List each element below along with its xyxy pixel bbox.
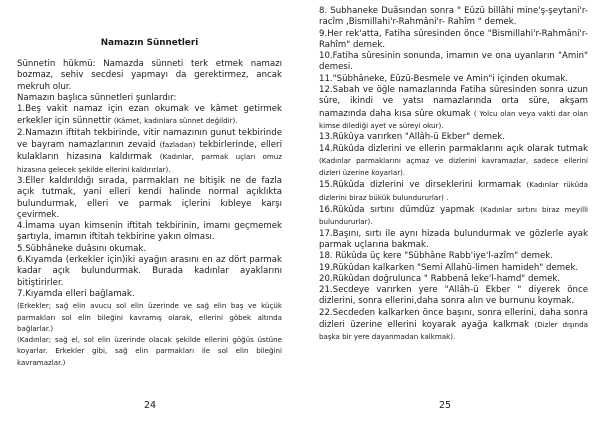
list-item <box>17 104 282 128</box>
list-item: 6.Kıyamda (erkekler için)iki ayağın arasını en az dört parmak kadar açık bulundurmak. Burada kadınlar ayaklarını bitiştirirler. <box>17 255 282 288</box>
list-heading: Namazın başlıca sünnetleri şunlardır: <box>17 92 177 103</box>
list-item: 20.Rükûdan doğrulunca " Rabbenâ leke'l-hamd" demek. <box>319 273 561 284</box>
list-item: 17.Başını, sırtı ile aynı hizada bulundurmak ve gözlerle ayak parmak uçlarına bakmak. <box>319 228 588 250</box>
page-number: 24 <box>143 400 157 411</box>
list-item-text: 14.Rükûda dizlerini ve ellerin parmaklarını açık olarak tutmak <box>319 143 588 154</box>
list-item: 8. Subhaneke Duâsından sonra " Eûzü billâhi mine'ş-şeytani'r-racîm ,Bismillahi'r-Rahmâni'r- Rahîm " demek. <box>319 6 588 28</box>
list-item: 5.Sübhâneke duâsını okumak. <box>17 243 147 254</box>
list-item: 9.Her rek'atta, Fatiha sûresinden önce "Bismillahi'r-Rahmâni'r-Rahîm" demek. <box>319 28 588 50</box>
list-item-note: (Dizler dışında başka bir yere dayanmadan kalkmak). <box>319 320 588 342</box>
list-item: 19.Rükûdan kalkarken "Semi Allahü-limen hamideh" demek. <box>319 262 579 273</box>
list-item-text: 12.Sabah ve öğle namazlarında Fatiha sûresinden sonra uzun sûre, ikindi ve yatsı namazlarında orta süre, akşam namazında daha kısa sûre okumak <box>319 85 588 119</box>
note-paragraph: (Kadınlar; sağ el, sol elin üzerinde olacak şekilde ellerini göğüs üstüne koyarlar. Erkekler gibi, sağ elin parmakları ile sol elin bileğini kavramazlar.) <box>17 335 282 367</box>
list-item: 10.Fatiha sûresinin sonunda, imamın ve ona uyanların "Amin" demesi. <box>319 51 588 73</box>
list-item-note: ( Yolcu olan veya vakti dar olan kimse dilediği ayet ve süreyi okur). <box>319 108 589 130</box>
list-item-note: (fazladan) <box>159 140 196 150</box>
list-item <box>319 179 588 204</box>
right-page <box>300 0 600 423</box>
list-item: 7.Kıyamda elleri bağlamak. <box>17 288 135 299</box>
list-item: 11."Sübhâneke, Eûzü-Besmele ve Amin"i içinden okumak. <box>319 73 569 84</box>
list-item-text: tekbirlerinde, elleri kulakların hizasına kaldırmak <box>17 140 282 163</box>
intro-paragraph: Sünnetin hükmü: Namazda sünneti terk etmek namazı bozmaz, sehiv secdesi yapmayı da gerektirmez, ancak mekruh olur. <box>17 59 282 92</box>
list-item-note: (Kadınlar, parmak uçları omuz hizasına gelecek şekilde ellerini kaldırırlar). <box>17 152 283 174</box>
list-item-text: 1.Beş vakit namaz için ezan okumak ve kâmet getirmek erkekler için sünnettir <box>17 104 282 127</box>
list-item-text: 16.Rükûda sırtını dümdüz yapmak <box>319 205 475 216</box>
list-item <box>319 85 588 132</box>
list-item: 21.Secdeye varırken yere "Allâh-ü Ekber " diyerek önce dizlerini, sonra ellerini,daha sonra alın ve burnunu koymak. <box>319 285 588 307</box>
list-item <box>17 128 282 176</box>
note-paragraph: (Erkekler; sağ elin avucu sol elin üzerinde ve sağ elin baş ve küçük parmakları sol elin bileğini kavramış olarak, ellerini göbek altında bağlarlar.) <box>17 301 282 333</box>
list-item-text: 22.Secdeden kalkarken önce başını, sonra ellerini, daha sonra dizleri üzerine ellerini koyarak ayağa kalkmak <box>319 307 588 331</box>
list-item: 3.Eller kaldırıldığı sırada, parmakları ne bitişik ne de fazla açık tutmak, yani elleri kendi halinde normal açıklıkta bulundurmak, elleri ve parmak içlerini kıbleye karşı çevirmek. <box>17 175 282 220</box>
list-item-text: 15.Rükûda dizlerini ve dirseklerini kırmamak <box>319 180 522 191</box>
list-item <box>319 308 588 344</box>
list-item: 18. Rükûda üç kere "Sübhâne Rabb'iye'l-azîm" demek. <box>319 251 554 262</box>
list-item-note: (Kadınlar sırtını biraz meyilli bulundururlar). <box>319 205 589 227</box>
list-item-note: (Kâmet, kadınlara sünnet değildir). <box>113 116 238 126</box>
list-item: 4.İmama uyan kimsenin iftitah tekbirinin, imamı geçmemek şartıyla, imamın iftitah tekbirine yakın olması. <box>17 221 282 243</box>
page-number: 25 <box>438 400 452 411</box>
list-item-text: 2.Namazın iftitah tekbirinde, vitir namazının gunut tekbirinde ve bayram namazlarının zevaid <box>17 127 282 151</box>
list-item <box>319 144 588 180</box>
list-item <box>319 204 588 229</box>
list-item-note: (Kadınlar parmaklarını açmaz ve dizlerini kavramazlar, sadece ellerini dizleri üzerine koyarlar). <box>319 155 588 178</box>
list-item-note: (Kadınlar rükûda dizlerini biraz bükük bulundururlar) . <box>319 180 588 202</box>
section-title: Namazın Sünnetleri <box>100 38 199 48</box>
list-item: 13.Rükûya varırken "Allâh-ü Ekber" demek. <box>319 132 505 143</box>
